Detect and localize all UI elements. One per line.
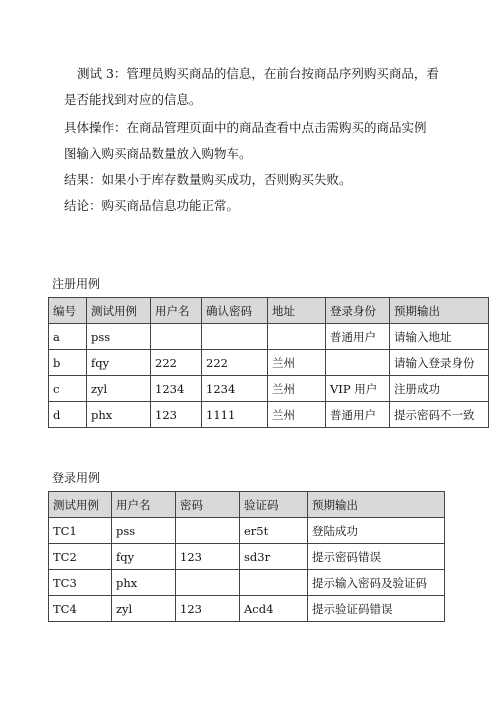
- table-cell: [268, 324, 326, 350]
- table-cell: 1234: [202, 376, 268, 402]
- table-cell: 请输入地址: [390, 324, 489, 350]
- register-header-testcase: 测试用例: [87, 298, 151, 324]
- table-cell: 提示输入密码及验证码: [308, 570, 445, 596]
- table-cell: VIP 用户: [326, 376, 390, 402]
- table-cell: [240, 570, 308, 596]
- table-cell: Acd4: [240, 596, 308, 622]
- table-cell: sd3r: [240, 544, 308, 570]
- table-cell: TC2: [49, 544, 112, 570]
- register-header-id: 编号: [49, 298, 87, 324]
- table-cell: zyl: [112, 596, 176, 622]
- table-cell: 注册成功: [390, 376, 489, 402]
- login-header-expected-output: 预期输出: [308, 492, 445, 518]
- table-row: [49, 544, 445, 570]
- table-cell: phx: [87, 402, 151, 428]
- table-row: [49, 324, 489, 350]
- table-cell: 请输入登录身份: [390, 350, 489, 376]
- table-cell: 普通用户: [326, 402, 390, 428]
- table-cell: pss: [87, 324, 151, 350]
- table-cell: 提示验证码错误: [308, 596, 445, 622]
- table-cell: 1111: [202, 402, 268, 428]
- paragraph-line-6: 结论：购买商品信息功能正常。: [64, 198, 240, 213]
- register-table-header-row: [49, 298, 489, 324]
- table-cell: TC1: [49, 518, 112, 544]
- table-cell: 兰州: [268, 402, 326, 428]
- table-cell: pss: [112, 518, 176, 544]
- login-header-testcase: 测试用例: [49, 492, 112, 518]
- table-cell: 提示密码不一致: [390, 402, 489, 428]
- table-cell: TC4: [49, 596, 112, 622]
- table-cell: fqy: [87, 350, 151, 376]
- table-cell: er5t: [240, 518, 308, 544]
- register-header-username: 用户名: [151, 298, 202, 324]
- register-header-confirm-password: 确认密码: [202, 298, 268, 324]
- table-cell: 123: [176, 544, 240, 570]
- table-cell: a: [49, 324, 87, 350]
- table-cell: [326, 350, 390, 376]
- table-row: [49, 350, 489, 376]
- login-header-username: 用户名: [112, 492, 176, 518]
- table-cell: fqy: [112, 544, 176, 570]
- table-cell: 兰州: [268, 376, 326, 402]
- register-table-caption: 注册用例: [52, 277, 101, 291]
- table-row: [49, 518, 445, 544]
- table-cell: [151, 324, 202, 350]
- register-header-expected-output: 预期输出: [390, 298, 489, 324]
- register-header-login-role: 登录身份: [326, 298, 390, 324]
- table-cell: 222: [202, 350, 268, 376]
- paragraph-line-2: 是否能找到对应的信息。: [64, 92, 202, 107]
- table-cell: 123: [151, 402, 202, 428]
- table-row: [49, 596, 445, 622]
- table-cell: 222: [151, 350, 202, 376]
- login-table-header-row: [49, 492, 445, 518]
- table-cell: [202, 324, 268, 350]
- table-cell: 提示密码错误: [308, 544, 445, 570]
- table-cell: phx: [112, 570, 176, 596]
- table-cell: 123: [176, 596, 240, 622]
- table-row: [49, 570, 445, 596]
- table-cell: 普通用户: [326, 324, 390, 350]
- paragraph-line-3: 具体操作：在商品管理页面中的商品查看中点击需购买的商品实例: [64, 120, 427, 135]
- table-cell: zyl: [87, 376, 151, 402]
- register-table: [48, 297, 489, 428]
- register-header-address: 地址: [268, 298, 326, 324]
- table-cell: c: [49, 376, 87, 402]
- login-header-captcha: 验证码: [240, 492, 308, 518]
- paragraph-line-4: 图输入购买商品数量放入购物车。: [64, 146, 252, 161]
- login-table: [48, 491, 445, 622]
- table-cell: [176, 570, 240, 596]
- table-cell: [176, 518, 240, 544]
- table-row: [49, 376, 489, 402]
- table-cell: 兰州: [268, 350, 326, 376]
- paragraph-line-1: 测试 3：管理员购买商品的信息，在前台按商品序列购买商品，看: [77, 66, 439, 81]
- table-cell: d: [49, 402, 87, 428]
- table-cell: b: [49, 350, 87, 376]
- table-row: [49, 402, 489, 428]
- table-cell: TC3: [49, 570, 112, 596]
- table-cell: 登陆成功: [308, 518, 445, 544]
- table-cell: 1234: [151, 376, 202, 402]
- login-table-caption: 登录用例: [52, 471, 101, 485]
- login-header-password: 密码: [176, 492, 240, 518]
- paragraph-line-5: 结果：如果小于库存数量购买成功，否则购买失败。: [64, 172, 352, 187]
